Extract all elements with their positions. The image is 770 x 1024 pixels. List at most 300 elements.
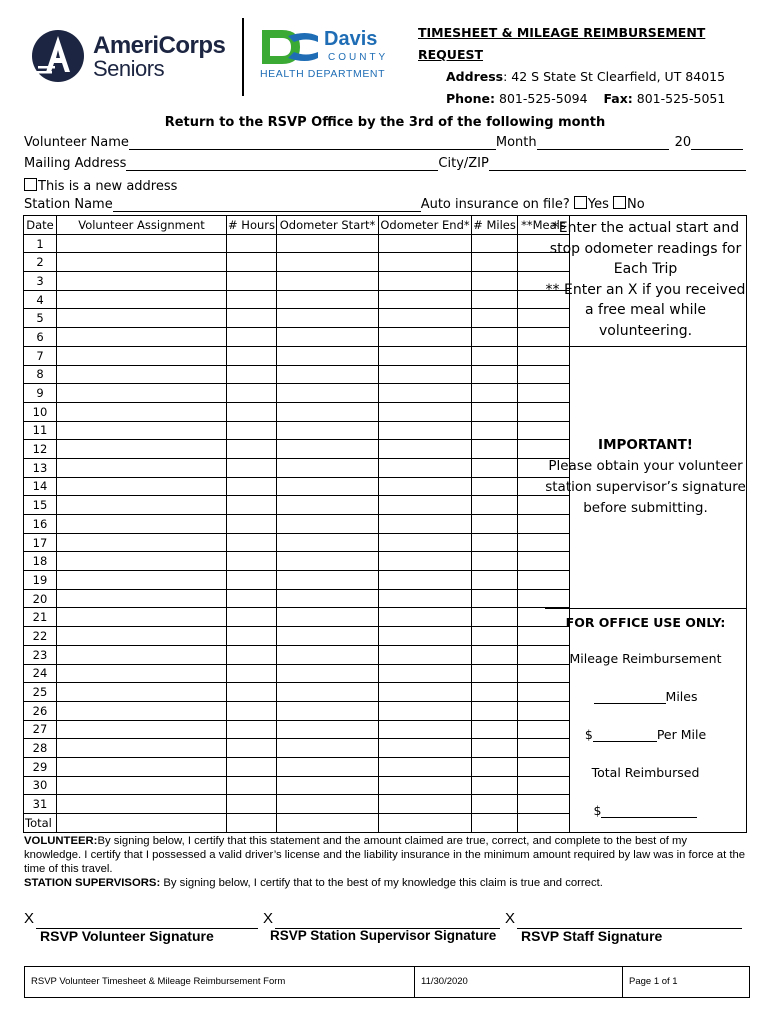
important-title: IMPORTANT! <box>598 437 693 453</box>
hours-cell[interactable] <box>227 253 277 272</box>
assignment-cell[interactable] <box>57 309 227 328</box>
row-date-number: 6 <box>24 328 57 347</box>
assignment-cell[interactable] <box>57 515 227 534</box>
col-header-assignment: Volunteer Assignment <box>57 216 227 235</box>
note-line: volunteering. <box>598 322 693 339</box>
odometer-start-cell[interactable] <box>277 477 379 496</box>
assignment-cell[interactable] <box>57 477 227 496</box>
odometer-start-cell[interactable] <box>277 589 379 608</box>
office-address <box>418 66 748 88</box>
table-row <box>24 328 570 347</box>
mailing-address-label: Mailing Address <box>24 156 127 171</box>
row-date-number: 13 <box>24 458 57 477</box>
miles-cell[interactable] <box>472 552 518 571</box>
table-row <box>24 309 570 328</box>
odometer-end-cell[interactable] <box>379 458 472 477</box>
odometer-end-cell[interactable] <box>379 365 472 384</box>
assignment-cell[interactable] <box>57 421 227 440</box>
miles-cell[interactable] <box>472 589 518 608</box>
per-mile-field[interactable] <box>593 727 657 742</box>
important-line: Please obtain your volunteer <box>548 458 743 474</box>
miles-cell[interactable] <box>472 458 518 477</box>
miles-cell[interactable] <box>472 477 518 496</box>
assignment-cell[interactable] <box>57 496 227 515</box>
table-row <box>24 589 570 608</box>
odometer-end-cell[interactable] <box>379 309 472 328</box>
assignment-cell[interactable] <box>57 552 227 571</box>
odometer-start-cell[interactable] <box>277 384 379 403</box>
row-date-number: 12 <box>24 440 57 459</box>
odometer-end-cell[interactable] <box>379 627 472 646</box>
volunteer-cert-label: VOLUNTEER: <box>24 835 98 847</box>
odometer-start-cell[interactable] <box>277 253 379 272</box>
hours-cell[interactable] <box>227 234 277 253</box>
col-header-odometer-start: Odometer Start* <box>277 216 379 235</box>
miles-cell[interactable] <box>472 496 518 515</box>
mileage-reimbursement-label: Mileage Reimbursement <box>569 651 722 666</box>
assignment-cell[interactable] <box>57 608 227 627</box>
return-instruction: Return to the RSVP Office by the 3rd of the following month <box>164 115 606 130</box>
form-header <box>418 22 748 110</box>
odometer-end-cell[interactable] <box>379 477 472 496</box>
total-reimbursed-field[interactable] <box>601 803 697 818</box>
dollar-sign: $ <box>584 727 593 742</box>
odometer-start-cell[interactable] <box>277 496 379 515</box>
hours-cell[interactable] <box>227 757 277 776</box>
miles-cell[interactable] <box>472 365 518 384</box>
seniors-wordmark: Seniors <box>93 56 165 81</box>
row-date-number: 22 <box>24 627 57 646</box>
row-date-number: 15 <box>24 496 57 515</box>
hours-cell[interactable] <box>227 346 277 365</box>
miles-cell[interactable] <box>472 234 518 253</box>
odometer-end-cell[interactable] <box>379 234 472 253</box>
hours-cell[interactable] <box>227 589 277 608</box>
miles-cell[interactable] <box>472 645 518 664</box>
col-header-hours: # Hours <box>227 216 277 235</box>
hours-cell[interactable] <box>227 739 277 758</box>
odometer-end-cell[interactable] <box>379 272 472 291</box>
odometer-end-cell[interactable] <box>379 776 472 795</box>
row-date-number: 1 <box>24 234 57 253</box>
assignment-cell[interactable] <box>57 645 227 664</box>
month-label: Month <box>495 135 537 150</box>
hours-cell[interactable] <box>227 627 277 646</box>
hours-cell[interactable] <box>227 309 277 328</box>
volunteer-signature-x: X <box>24 910 35 927</box>
odometer-end-cell[interactable] <box>379 739 472 758</box>
miles-cell[interactable] <box>472 683 518 702</box>
odometer-end-cell[interactable] <box>379 328 472 347</box>
miles-cell[interactable] <box>472 571 518 590</box>
miles-cell[interactable] <box>472 664 518 683</box>
per-mile-label: Per Mile <box>656 727 707 742</box>
hours-cell[interactable] <box>227 571 277 590</box>
per-mile-row <box>545 727 746 765</box>
table-row <box>24 552 570 571</box>
table-row <box>24 720 570 739</box>
odometer-start-cell[interactable] <box>277 720 379 739</box>
table-row <box>24 477 570 496</box>
miles-cell[interactable] <box>472 290 518 309</box>
odometer-start-cell[interactable] <box>277 776 379 795</box>
row-date-number: 8 <box>24 365 57 384</box>
address-value: : 42 S State St Clearfield, UT 84015 <box>503 69 726 84</box>
auto-insurance-label: Auto insurance on file? <box>420 197 570 212</box>
assignment-cell[interactable] <box>57 776 227 795</box>
assignment-cell[interactable] <box>57 290 227 309</box>
station-name-label: Station Name <box>24 197 113 212</box>
odometer-end-cell[interactable] <box>379 664 472 683</box>
miles-cell[interactable] <box>472 627 518 646</box>
odometer-start-cell[interactable] <box>277 645 379 664</box>
assignment-cell[interactable] <box>57 571 227 590</box>
address-label: Address <box>446 69 504 84</box>
row-date-number: 14 <box>24 477 57 496</box>
supervisor-signature-x: X <box>263 910 274 927</box>
odometer-start-cell[interactable] <box>277 664 379 683</box>
miles-cell[interactable] <box>472 440 518 459</box>
table-row <box>24 234 570 253</box>
miles-cell[interactable] <box>472 608 518 627</box>
odometer-end-cell[interactable] <box>379 589 472 608</box>
odometer-end-cell[interactable] <box>379 757 472 776</box>
footer-date: 11/30/2020 <box>415 967 623 997</box>
table-row <box>24 290 570 309</box>
supervisor-cert-text: By signing below, I certify that to the best of my knowledge this claim is true and correct. <box>160 877 603 889</box>
odometer-start-cell[interactable] <box>277 571 379 590</box>
table-row <box>24 645 570 664</box>
insurance-no-label: No <box>627 197 645 212</box>
mailing-address-field[interactable] <box>126 156 438 171</box>
assignment-cell[interactable] <box>57 234 227 253</box>
assignment-cell[interactable] <box>57 384 227 403</box>
row-date-number: 9 <box>24 384 57 403</box>
hours-cell[interactable] <box>227 664 277 683</box>
hours-cell[interactable] <box>227 458 277 477</box>
miles-cell[interactable] <box>472 309 518 328</box>
odometer-end-cell[interactable] <box>379 253 472 272</box>
important-line: station supervisor’s signature <box>545 479 746 495</box>
miles-row <box>545 689 746 727</box>
row-date-number: 4 <box>24 290 57 309</box>
row-date-number: 17 <box>24 533 57 552</box>
new-address-checkbox[interactable] <box>24 178 37 191</box>
hours-cell[interactable] <box>227 776 277 795</box>
insurance-no-checkbox[interactable] <box>613 196 626 209</box>
hours-cell[interactable] <box>227 421 277 440</box>
hours-cell[interactable] <box>227 328 277 347</box>
total-reimbursed-label: Total Reimbursed <box>591 765 700 780</box>
side-panels <box>545 215 748 833</box>
odometer-start-cell[interactable] <box>277 346 379 365</box>
odometer-end-cell[interactable] <box>379 645 472 664</box>
odometer-start-cell[interactable] <box>277 608 379 627</box>
davis-wordmark: Davis <box>324 28 378 50</box>
timesheet-table <box>23 215 570 833</box>
row-date-number: 26 <box>24 701 57 720</box>
fax-value: 801-525-5051 <box>632 91 726 106</box>
odometer-end-cell[interactable] <box>379 552 472 571</box>
staff-signature-x: X <box>505 910 516 927</box>
assignment-cell[interactable] <box>57 346 227 365</box>
volunteer-name-field[interactable] <box>129 135 496 150</box>
hours-cell[interactable] <box>227 701 277 720</box>
new-address-label: This is a new address <box>38 179 178 194</box>
row-date-number: 31 <box>24 795 57 814</box>
odometer-end-cell[interactable] <box>379 720 472 739</box>
insurance-yes-checkbox[interactable] <box>574 196 587 209</box>
table-row <box>24 458 570 477</box>
row-date-number: 5 <box>24 309 57 328</box>
row-date-number: 11 <box>24 421 57 440</box>
miles-label: Miles <box>665 689 698 704</box>
odometer-start-cell[interactable] <box>277 328 379 347</box>
form-footer <box>24 966 750 998</box>
assignment-cell[interactable] <box>57 365 227 384</box>
phone-value: 801-525-5094 <box>495 91 588 106</box>
dollar-sign: $ <box>593 803 602 818</box>
odometer-start-cell[interactable] <box>277 552 379 571</box>
row-date-number: 3 <box>24 272 57 291</box>
odometer-end-cell[interactable] <box>379 440 472 459</box>
table-row <box>24 365 570 384</box>
supervisor-signature-label: RSVP Station Supervisor Signature <box>270 928 497 943</box>
miles-cell[interactable] <box>472 421 518 440</box>
odometer-end-cell[interactable] <box>379 496 472 515</box>
odometer-start-cell[interactable] <box>277 627 379 646</box>
odometer-end-cell[interactable] <box>379 533 472 552</box>
assignment-cell[interactable] <box>57 533 227 552</box>
station-name-field[interactable] <box>113 197 421 212</box>
odometer-start-cell[interactable] <box>277 458 379 477</box>
odometer-end-cell[interactable] <box>379 814 472 833</box>
hours-cell[interactable] <box>227 365 277 384</box>
assignment-cell[interactable] <box>57 683 227 702</box>
miles-cell[interactable] <box>472 515 518 534</box>
odometer-end-cell[interactable] <box>379 402 472 421</box>
assignment-cell[interactable] <box>57 739 227 758</box>
hours-cell[interactable] <box>227 795 277 814</box>
miles-cell[interactable] <box>472 776 518 795</box>
odometer-start-cell[interactable] <box>277 290 379 309</box>
table-row <box>24 571 570 590</box>
table-row <box>24 739 570 758</box>
row-date-number: 19 <box>24 571 57 590</box>
row-date-number: 24 <box>24 664 57 683</box>
assignment-cell[interactable] <box>57 720 227 739</box>
table-row <box>24 421 570 440</box>
new-address-row <box>24 178 177 194</box>
month-field[interactable] <box>537 135 669 150</box>
office-contact <box>418 88 748 110</box>
odometer-start-cell[interactable] <box>277 739 379 758</box>
row-date-number: 27 <box>24 720 57 739</box>
hours-cell[interactable] <box>227 402 277 421</box>
odometer-start-cell[interactable] <box>277 365 379 384</box>
miles-cell[interactable] <box>472 253 518 272</box>
odometer-start-cell[interactable] <box>277 402 379 421</box>
volunteer-cert-text: By signing below, I certify that this statement and the amount claimed are true, correct, and complete to the best of my knowledge. I certify that I possessed a valid driver’s license and the liability insurance in the minimum amount required by law was in force at the time of this travel. <box>24 835 746 875</box>
odometer-end-cell[interactable] <box>379 290 472 309</box>
odometer-start-cell[interactable] <box>277 515 379 534</box>
hours-cell[interactable] <box>227 477 277 496</box>
col-header-odometer-end: Odometer End* <box>379 216 472 235</box>
miles-cell[interactable] <box>472 757 518 776</box>
header-divider <box>242 18 244 96</box>
staff-signature-field[interactable] <box>517 910 742 929</box>
county-wordmark: COUNTY <box>328 52 389 63</box>
table-row <box>24 776 570 795</box>
odometer-start-cell[interactable] <box>277 795 379 814</box>
total-row <box>24 814 570 833</box>
odometer-end-cell[interactable] <box>379 701 472 720</box>
assignment-cell[interactable] <box>57 402 227 421</box>
total-label: Total <box>24 814 57 833</box>
hours-cell[interactable] <box>227 645 277 664</box>
miles-cell[interactable] <box>472 720 518 739</box>
hours-cell[interactable] <box>227 683 277 702</box>
row-date-number: 7 <box>24 346 57 365</box>
odometer-end-cell[interactable] <box>379 795 472 814</box>
odometer-end-cell[interactable] <box>379 384 472 403</box>
assignment-cell[interactable] <box>57 814 227 833</box>
assignment-cell[interactable] <box>57 589 227 608</box>
table-row <box>24 515 570 534</box>
year-field[interactable] <box>691 135 743 150</box>
volunteer-signature-label: RSVP Volunteer Signature <box>40 928 214 944</box>
table-row <box>24 402 570 421</box>
odometer-start-cell[interactable] <box>277 701 379 720</box>
assignment-cell[interactable] <box>57 664 227 683</box>
odometer-start-cell[interactable] <box>277 814 379 833</box>
table-row <box>24 440 570 459</box>
note-line: Each Trip <box>613 261 678 277</box>
hours-cell[interactable] <box>227 552 277 571</box>
miles-cell[interactable] <box>472 402 518 421</box>
instructions-panel <box>545 215 747 347</box>
supervisor-signature-field[interactable] <box>275 910 500 929</box>
assignment-cell[interactable] <box>57 458 227 477</box>
odometer-start-cell[interactable] <box>277 757 379 776</box>
table-row <box>24 384 570 403</box>
hours-cell[interactable] <box>227 496 277 515</box>
assignment-cell[interactable] <box>57 272 227 291</box>
miles-cell[interactable] <box>472 533 518 552</box>
miles-cell[interactable] <box>472 272 518 291</box>
insurance-yes-label: Yes <box>587 197 609 212</box>
row-date-number: 28 <box>24 739 57 758</box>
assignment-cell[interactable] <box>57 795 227 814</box>
americorps-seniors-logo <box>30 28 230 88</box>
table-row <box>24 757 570 776</box>
odometer-start-cell[interactable] <box>277 683 379 702</box>
odometer-end-cell[interactable] <box>379 608 472 627</box>
col-header-miles: # Miles <box>472 216 518 235</box>
row-date-number: 23 <box>24 645 57 664</box>
hours-cell[interactable] <box>227 384 277 403</box>
table-row <box>24 795 570 814</box>
assignment-cell[interactable] <box>57 440 227 459</box>
table-header-row <box>24 216 570 235</box>
odometer-start-cell[interactable] <box>277 309 379 328</box>
table-row <box>24 346 570 365</box>
footer-form-name: RSVP Volunteer Timesheet & Mileage Reimbursement Form <box>25 967 415 997</box>
city-zip-label: City/ZIP <box>438 156 489 171</box>
city-zip-field[interactable] <box>489 156 746 171</box>
miles-cell[interactable] <box>472 795 518 814</box>
note-line: a free meal while <box>585 302 706 318</box>
americorps-wordmark: AmeriCorps <box>93 32 226 59</box>
row-date-number: 10 <box>24 402 57 421</box>
hours-cell[interactable] <box>227 720 277 739</box>
hours-cell[interactable] <box>227 272 277 291</box>
office-use-panel <box>545 608 747 833</box>
odometer-end-cell[interactable] <box>379 346 472 365</box>
hours-cell[interactable] <box>227 290 277 309</box>
form-title: TIMESHEET & MILEAGE REIMBURSEMENT REQUEST <box>418 25 706 62</box>
miles-cell[interactable] <box>472 739 518 758</box>
odometer-start-cell[interactable] <box>277 421 379 440</box>
odometer-end-cell[interactable] <box>379 571 472 590</box>
davis-county-health-logo <box>258 26 403 86</box>
row-date-number: 16 <box>24 515 57 534</box>
hours-cell[interactable] <box>227 533 277 552</box>
assignment-cell[interactable] <box>57 627 227 646</box>
miles-cell[interactable] <box>472 384 518 403</box>
important-panel <box>545 346 747 609</box>
row-date-number: 29 <box>24 757 57 776</box>
assignment-cell[interactable] <box>57 253 227 272</box>
miles-cell[interactable] <box>472 346 518 365</box>
hours-cell[interactable] <box>227 608 277 627</box>
hours-cell[interactable] <box>227 814 277 833</box>
assignment-cell[interactable] <box>57 328 227 347</box>
note-line: *Enter the actual start and <box>551 220 740 236</box>
supervisor-cert-label: STATION SUPERVISORS: <box>24 877 161 889</box>
health-department-wordmark: HEALTH DEPARTMENT <box>260 68 386 80</box>
miles-cell[interactable] <box>472 814 518 833</box>
hours-cell[interactable] <box>227 515 277 534</box>
miles-cell[interactable] <box>472 701 518 720</box>
col-header-meals: **Meals <box>518 216 570 235</box>
row-date-number: 2 <box>24 253 57 272</box>
odometer-end-cell[interactable] <box>379 421 472 440</box>
odometer-start-cell[interactable] <box>277 272 379 291</box>
hours-cell[interactable] <box>227 440 277 459</box>
row-date-number: 30 <box>24 776 57 795</box>
odometer-end-cell[interactable] <box>379 683 472 702</box>
odometer-start-cell[interactable] <box>277 234 379 253</box>
certification-text <box>24 834 746 890</box>
staff-signature-label: RSVP Staff Signature <box>521 928 663 944</box>
row-date-number: 18 <box>24 552 57 571</box>
note-line: ** Enter an X if you received <box>545 281 746 298</box>
assignment-cell[interactable] <box>57 701 227 720</box>
miles-field[interactable] <box>594 689 666 704</box>
odometer-end-cell[interactable] <box>379 515 472 534</box>
table-row <box>24 664 570 683</box>
volunteer-name-label: Volunteer Name <box>24 135 129 150</box>
odometer-start-cell[interactable] <box>277 440 379 459</box>
col-header-date: Date <box>24 216 57 235</box>
odometer-start-cell[interactable] <box>277 533 379 552</box>
phone-label: Phone: <box>446 91 496 106</box>
table-row <box>24 608 570 627</box>
miles-cell[interactable] <box>472 328 518 347</box>
assignment-cell[interactable] <box>57 757 227 776</box>
volunteer-signature-field[interactable] <box>36 910 258 929</box>
